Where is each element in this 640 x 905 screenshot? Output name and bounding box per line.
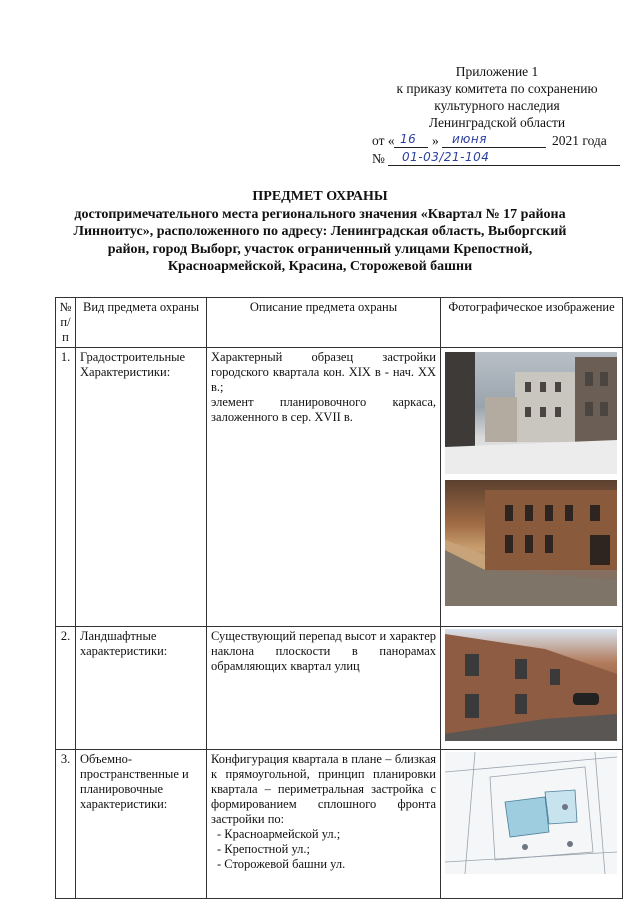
row-description [207,750,441,899]
row-type: Градостроительные Характеристики: [76,348,207,627]
table-header-row [56,298,623,348]
row-photo [441,627,623,750]
date-day-underline [394,147,428,148]
title-line-5: Красноармейской, Красина, Сторожевой башни [167,259,473,274]
title-line-3: Линноитус», расположенного по адресу: Ленинградская область, Выборгский [73,224,567,239]
header-description: Описание предмета охраны [207,298,441,348]
street-list-item: - Красноармейской ул.; [217,827,341,841]
street-photo-icon [445,629,617,741]
description-text: Характерный образец застройки городского квартала кон. XIX в - нач. XX в.; [211,350,436,394]
date-suffix: 2021 года [552,133,607,148]
date-day: 16 [400,132,417,146]
street-photo-icon [445,480,617,606]
row-photo [441,348,623,627]
description-text-2: элемент планировочного каркаса, заложенного в сер. XVII в. [211,395,436,424]
number-prefix: № [372,151,385,166]
number-underline [388,165,620,166]
header-type: Вид предмета охраны [76,298,207,348]
document-title [60,188,580,276]
date-prefix: от « [372,133,395,148]
row-num: 3. [56,750,76,899]
date-month: июня [452,132,487,146]
street-photo-icon [445,352,617,474]
site-plan-icon [445,752,617,874]
appendix-line-2: к приказу комитета по сохранению [396,81,598,96]
number-line [372,151,622,168]
row-photo [441,750,623,899]
row-num: 1. [56,348,76,627]
title-line-2: достопримечательного места регионального значения «Квартал № 17 района [74,206,566,222]
row-description: Существующий перепад высот и характер наклона плоскости в панорамах обрамляющих квартал улиц [207,627,441,750]
appendix-line-3: культурного наследия [434,98,560,113]
appendix-block [372,64,622,132]
date-line [372,133,622,150]
row-type: Объемно-пространственные и планировочные характеристики: [76,750,207,899]
table-row [56,627,623,750]
title-line-4: район, город Выборг, участок ограниченный улицами Крепостной, [107,241,533,257]
description-text: Конфигурация квартала в плане – близкая к прямоугольной, принцип планировки квартала – периметральная застройка с формированием сплошного фронта застройки по: [211,752,436,826]
date-mid: » [432,133,439,148]
date-month-underline [442,147,546,148]
row-description [207,348,441,627]
title-line-1: ПРЕДМЕТ ОХРАНЫ [252,189,388,204]
appendix-line-1: Приложение 1 [455,64,539,79]
appendix-line-4: Ленинградской области [428,115,566,130]
header-num: № п/п [56,298,76,348]
order-number: 01-03/21-104 [402,150,490,164]
table-row [56,750,623,899]
header-photo: Фотографическое изображение [441,298,623,348]
row-num: 2. [56,627,76,750]
protection-table [55,297,623,899]
street-list-item: - Сторожевой башни ул. [217,857,346,871]
table-row [56,348,623,627]
row-type: Ландшафтные характеристики: [76,627,207,750]
street-list-item: - Крепостной ул.; [217,842,310,856]
